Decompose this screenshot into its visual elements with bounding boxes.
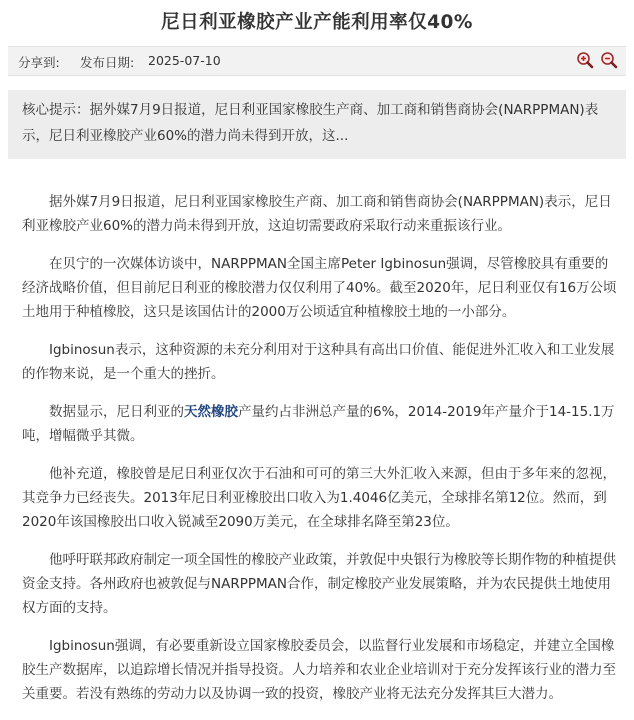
zoom-out-icon[interactable] [600, 51, 618, 69]
summary-box [8, 90, 626, 159]
share-label: 分享到: [18, 55, 60, 70]
paragraph-5: 他补充道，橡胶曾是尼日利亚仅次于石油和可可的第三大外汇收入来源，但由于多年来的忽视，其竞争力已经丧失。2013年尼日利亚橡胶出口收入为1.4046亿美元，全球排名第12位。然而，到2020年该国橡胶出口收入锐减至2090万美元，在全球排名降至第23位。 [22, 466, 616, 530]
publish-date-label: 发布日期: [80, 55, 135, 70]
paragraph-2: 在贝宁的一次媒体访谈中，NARPPMAN全国主席Peter Igbinosun强调，尽管橡胶具有重要的经济战略价值，但目前尼日利亚的橡胶潜力仅仅利用了40%。截至2020年，尼日利亚仅有16万公顷土地用于种植橡胶，这只是该国估计的2000万公顷适宜种植橡胶土地的一小部分。 [22, 256, 617, 320]
paragraph-4 [22, 400, 620, 448]
article-body [22, 190, 620, 720]
article-title: 尼日利亚橡胶产业产能利用率仅40% [161, 12, 473, 33]
publish-date: 2025-07-10 [148, 53, 221, 68]
paragraph-7: Igbinosun强调，有必要重新设立国家橡胶委员会，以监督行业发展和市场稳定，并建立全国橡胶生产数据库，以追踪增长情况并指导投资。人力培养和农业企业培训对于充分发挥该行业的潜力至关重要。若没有熟练的劳动力以及协调一致的投资，橡胶产业将无法充分发挥其巨大潜力。 [22, 638, 616, 702]
paragraph-1: 据外媒7月9日报道，尼日利亚国家橡胶生产商、加工商和销售商协会(NARPPMAN)表示，尼日利亚橡胶产业60%的潜力尚未得到开放，这迫切需要政府采取行动来重振该行业。 [22, 194, 612, 234]
paragraph-6: 他呼吁联邦政府制定一项全国性的橡胶产业政策，并敦促中央银行为橡胶等长期作物的种植提供资金支持。各州政府也被敦促与NARPPMAN合作，制定橡胶产业发展策略，并为农民提供土地使用权方面的支持。 [22, 552, 616, 616]
paragraph-4-after: 产量约占非洲总产量的6%，2014-2019年产量介于14-15.1万吨，增幅微乎其微。 [22, 404, 615, 444]
zoom-in-icon[interactable] [576, 51, 594, 69]
paragraph-4-before: 数据显示，尼日利亚的 [49, 404, 184, 420]
summary-text: 核心提示：据外媒7月9日报道，尼日利亚国家橡胶生产商、加工商和销售商协会(NARPPMAN)表示，尼日利亚橡胶产业60%的潜力尚未得到开放，这... [22, 102, 599, 144]
keyword-link-natural-rubber[interactable]: 天然橡胶 [184, 404, 238, 420]
meta-bar [8, 46, 626, 76]
paragraph-3: Igbinosun表示，这种资源的未充分利用对于这种具有高出口价值、能促进外汇收入和工业发展的作物来说，是一个重大的挫折。 [22, 342, 615, 382]
